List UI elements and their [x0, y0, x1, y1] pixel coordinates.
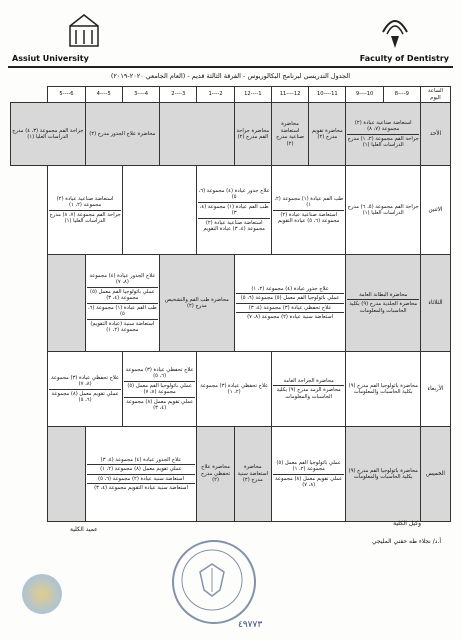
- schedule-cell: محاضرة استعاضة صناعية مدرج (٢): [271, 103, 308, 166]
- schedule-cell: [48, 255, 85, 352]
- day-label: الأحد: [421, 103, 451, 166]
- time-slot: 9----8: [383, 87, 420, 103]
- schedule-title: الجدول التدريسي لبرنامج البكالوريوس - الفرقة الثالثة قديم - (العام الجامعي ٢٠٢٠-٢٠١٩): [110, 72, 351, 80]
- time-slot: 10----9: [346, 87, 383, 103]
- time-slot: 1----12: [234, 87, 271, 103]
- schedule-cell: محاضرة طب الفم والتشخيص مدرج (٢): [160, 255, 235, 352]
- day-label: الاثنين: [421, 166, 451, 255]
- faculty-emblem-watermark: [22, 574, 62, 614]
- corner-cell: الساعة اليوم: [421, 87, 451, 103]
- time-slot: 11----10: [309, 87, 346, 103]
- official-seal-stamp: [172, 540, 256, 624]
- schedule-cell: عملي باثولوجيا الفم معمل (٥) مجموعة (٢، ١) عملي تقويم معمل (٨) مجموعة (٨، ٧): [271, 427, 346, 522]
- day-row-wednesday: [11, 352, 451, 427]
- schedule-cell: علاج الجذور عيادة (٤) مجموعة (٨، ٧) عملي باثولوجيا الفم معمل (٥) مجموعة (٤، ٣) طب الفم عيادة (١) مجموعة (٦، ٥) استعاضة سنية (عيادة التقويم) مجموعة (٢، ١): [85, 255, 160, 352]
- dean-label: عميد الكلية: [70, 526, 98, 533]
- dean-name: أ.د/ نجلاء طه حفني المليجي: [371, 538, 441, 545]
- schedule-cell: محاضرة علاج الجذور مدرج (٢): [85, 103, 160, 166]
- time-slot: 6----5: [48, 87, 85, 103]
- timetable: [10, 86, 451, 522]
- schedule-cell: محاضرة باثولوجيا الفم مدرج (٩) بكلية الحاسبات والمعلومات: [346, 427, 421, 522]
- letterhead: [8, 8, 453, 66]
- schedule-cell: محاضرة الجراحة العامة محاضرة الرمد مدرج (٩) بكلية الحاسبات والمعلومات: [271, 352, 346, 427]
- day-row-tuesday: [11, 255, 451, 352]
- eagle-emblem-icon: [174, 542, 250, 618]
- time-slot: 4----3: [122, 87, 159, 103]
- schedule-cell: محاضرة تقويم مدرج (٢): [309, 103, 346, 166]
- day-label: الثلاثاء: [421, 255, 451, 352]
- schedule-cell: محاضرة باثولوجيا الفم مدرج (٩) بكلية الحاسبات والمعلومات: [346, 352, 421, 427]
- schedule-cell: استعاضة صناعية عيادة (٢) مجموعة (٧، ٨) جراحة الفم مجموعة (٢، ١) مدرج الدراسات العليا (١): [346, 103, 421, 166]
- schedule-cell: محاضرة البطانة العامة محاضرة الجلدية مدرج (٩) بكلية الحاسبات والمعلومات: [346, 255, 421, 352]
- schedule-cell: محاضرة جراحة الفم مدرج (٢): [234, 103, 271, 166]
- schedule-cell: علاج تحفظي عيادة (٣) مجموعة (٦، ٥) عملي باثولوجيا الفم معمل (٥) مجموعة (٨، ٧) عملي تقويم معمل (٨) مجموعة (٤، ٣): [122, 352, 197, 427]
- day-row-sunday: [11, 103, 451, 166]
- assiut-university-logo-icon: [66, 12, 102, 52]
- schedule-cell: [160, 103, 235, 166]
- schedule-cell: جراحة الفم مجموعة (٥، ٦) مدرج الدراسات العليا (١): [346, 166, 421, 255]
- schedule-cell: علاج تحفظي عيادة (٣) مجموعة (٢، ١): [197, 352, 272, 427]
- day-row-monday: [11, 166, 451, 255]
- schedule-cell: علاج جذور عيادة (٤) مجموعة (٢، ١) عملي باثولوجيا الفم معمل (٥) مجموعة (٦، ٥) علاج تحفظي عيادة (٣) مجموعة (٤، ٣) استعاضة سنية عيادة (٢) مجموعة (٨، ٧): [234, 255, 346, 352]
- schedule-cell: علاج جذور عيادة (٤) مجموعة (٦، ٥) طب الفم عيادة (١) مجموعة (٤، ٣) استعاضة صناعية عيادة (٢) مجموعة (٤، ٣) عيادة التقويم: [197, 166, 272, 255]
- dentistry-faculty-logo-icon: [377, 12, 413, 52]
- time-slot: 3----2: [160, 87, 197, 103]
- time-header-row: [11, 87, 451, 103]
- schedule-cell: [122, 166, 197, 255]
- schedule-cell: جراحة الفم مجموعة (٣، ٤) مدرج الدراسات العليا (١): [11, 103, 86, 166]
- schedule-cell: محاضرة علاج تحفظي مدرج (٢): [197, 427, 234, 522]
- schedule-cell: طب الفم عيادة (١) مجموعة (٢، ١) استعاضة صناعية عيادة (٢) مجموعة (٦، ٥) عيادة التقويم: [271, 166, 346, 255]
- schedule-cell: استعاضة صناعية عيادة (٢) مجموعة (٢، ١) جراحة الفم مجموعة (٧، ٨) مدرج الدراسات العليا (١): [48, 166, 123, 255]
- vice-dean-label: وكيل الكلية: [393, 520, 421, 527]
- schedule-cell: علاج الجذور عيادة (٤) مجموعة (٤، ٣) عملي تقويم معمل (٨) مجموعة (٢، ١) استعاضة سنية عيادة (٢) مجموعة (٦، ٥) استعاضة سنية عيادة التقويم مجموعة (٤، ٣): [85, 427, 197, 522]
- day-label: الأربعاء: [421, 352, 451, 427]
- time-slot: 12----11: [271, 87, 308, 103]
- schedule-cell: علاج تحفظي عيادة (٣) مجموعة (٨، ٧) عملي تقويم معمل (٨) مجموعة (٦، ٥): [48, 352, 123, 427]
- schedule-cell: [48, 427, 85, 522]
- schedule-cell: محاضرة استعاضة سنية مدرج (٢): [234, 427, 271, 522]
- header-rule: [8, 66, 453, 68]
- time-slot: 2----1: [197, 87, 234, 103]
- day-label: الخميس: [421, 427, 451, 522]
- time-slot: 5----4: [85, 87, 122, 103]
- serial-number: ٤٩٧٧٣: [238, 620, 263, 630]
- faculty-name: Faculty of Dentistry: [359, 54, 449, 63]
- day-row-thursday: [11, 427, 451, 522]
- university-name: Assiut University: [12, 54, 89, 63]
